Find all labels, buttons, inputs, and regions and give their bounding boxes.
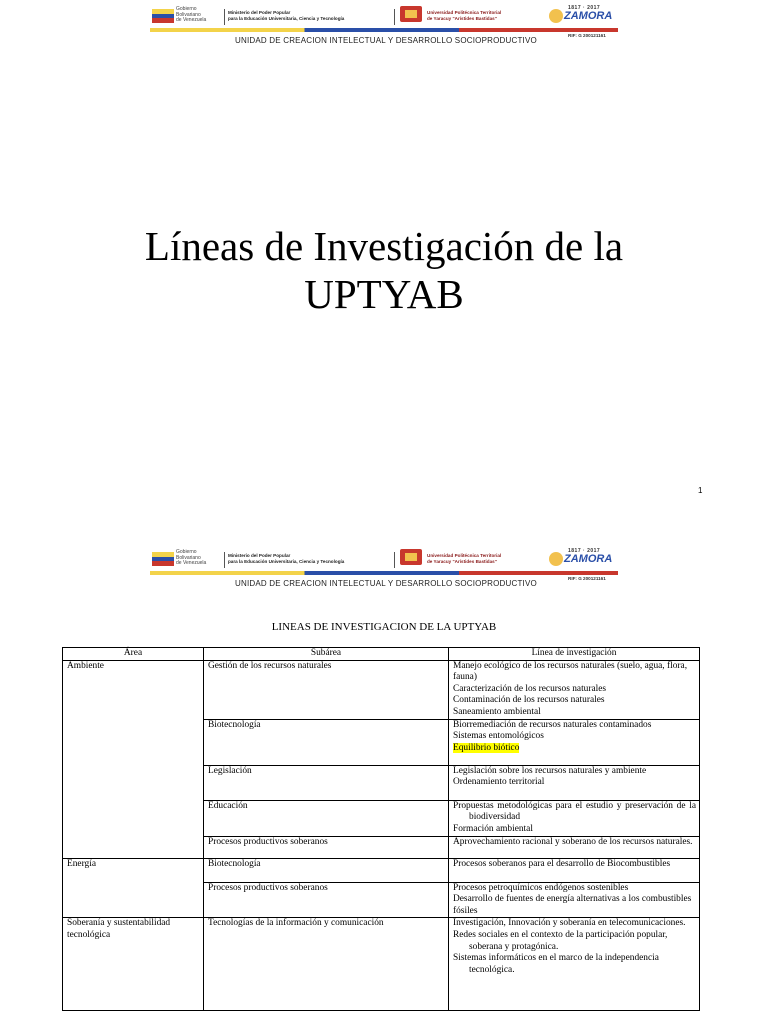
subarea-cell: Legislación	[204, 765, 449, 800]
university-logo-icon	[400, 549, 422, 565]
header-separator	[394, 9, 395, 25]
subarea-cell: Biotecnología	[204, 719, 449, 765]
university-name: Universidad Politécnica Territorial de Yaracuy "Arístides Bastidas"	[427, 10, 502, 21]
page-header	[150, 549, 618, 595]
research-line-cell: Procesos petroquímicos endógenos sostenibles Desarrollo de fuentes de energía alternativas a los combustibles fósiles	[449, 882, 700, 918]
unit-title: UNIDAD DE CREACION INTELECTUAL Y DESARROLLO SOCIOPRODUCTIVO	[235, 579, 537, 588]
subarea-cell: Biotecnología	[204, 858, 449, 882]
table-row	[63, 882, 700, 918]
ministry-name: Ministerio del Poder Popular para la Educación Universitaria, Ciencia y Tecnología	[228, 10, 345, 21]
column-header-line: Línea de investigación	[449, 648, 700, 661]
table-row	[63, 918, 700, 1011]
subarea-cell: Procesos productivos soberanos	[204, 836, 449, 858]
area-cell: Soberanía y sustentabilidad tecnológica	[63, 918, 204, 1011]
government-logo-text: Gobierno Bolivariano de Venezuela	[176, 549, 207, 566]
research-line-cell: Legislación sobre los recursos naturales y ambiente Ordenamiento territorial	[449, 765, 700, 800]
research-line-cell: Biorremediación de recursos naturales contaminados Sistemas entomológicos Equilibrio biótico	[449, 719, 700, 765]
subarea-cell: Procesos productivos soberanos	[204, 882, 449, 918]
header-separator	[224, 552, 225, 568]
table-row	[63, 836, 700, 858]
subarea-cell: Tecnologías de la información y comunicación	[204, 918, 449, 1011]
flag-color-bar	[150, 28, 618, 32]
zamora-logo: 1817 · 2017 ZAMORA	[546, 6, 616, 26]
page-header	[150, 6, 618, 52]
university-name: Universidad Politécnica Territorial de Yaracuy "Arístides Bastidas"	[427, 553, 502, 564]
research-line-cell: Manejo ecológico de los recursos naturales (suelo, agua, flora, fauna) Caracterización de los recursos naturales Contaminación de los recursos naturales Saneamiento ambiental	[449, 660, 700, 719]
table-row	[63, 765, 700, 800]
zamora-logo: 1817 · 2017 ZAMORA	[546, 549, 616, 569]
subarea-cell: Educación	[204, 800, 449, 836]
document-title: LINEAS DE INVESTIGACION DE LA UPTYAB	[271, 621, 497, 633]
sun-icon	[549, 552, 563, 566]
government-logo-text: Gobierno Bolivariano de Venezuela	[176, 6, 207, 23]
column-header-subarea: Subárea	[204, 648, 449, 661]
table-header-row	[63, 648, 700, 661]
area-cell: Energía	[63, 858, 204, 882]
table-row	[63, 660, 700, 719]
area-cell: Ambiente	[63, 660, 204, 719]
header-separator	[224, 9, 225, 25]
unit-title: UNIDAD DE CREACION INTELECTUAL Y DESARROLLO SOCIOPRODUCTIVO	[235, 36, 537, 45]
page-number: 1	[698, 486, 703, 495]
table-row	[63, 719, 700, 765]
research-line-cell: Aprovechamiento racional y soberano de los recursos naturales.	[449, 836, 700, 858]
header-separator	[394, 552, 395, 568]
cover-title: Líneas de Investigación de la UPTYAB	[144, 223, 624, 317]
sun-icon	[549, 9, 563, 23]
research-line-cell: Propuestas metodológicas para el estudio y preservación de la biodiversidad Formación ambiental	[449, 800, 700, 836]
research-lines-table	[62, 647, 700, 1011]
highlighted-line: Equilibrio biótico	[453, 742, 520, 753]
table-row	[63, 858, 700, 882]
table-row	[63, 800, 700, 836]
rif-number: RIF: G 200121161	[568, 33, 606, 38]
column-header-area: Área	[63, 648, 204, 661]
university-logo-icon	[400, 6, 422, 22]
ministry-name: Ministerio del Poder Popular para la Educación Universitaria, Ciencia y Tecnología	[228, 553, 345, 564]
flag-color-bar	[150, 571, 618, 575]
research-line-cell: Investigación, Innovación y soberanía en telecomunicaciones. Redes sociales en el contexto de la participación popular, soberana y protagónica. Sistemas informáticos en el marco de la independencia tecnológica.	[449, 918, 700, 1011]
venezuela-flag-icon	[152, 552, 174, 566]
subarea-cell: Gestión de los recursos naturales	[204, 660, 449, 719]
rif-number: RIF: G 200121161	[568, 576, 606, 581]
venezuela-flag-icon	[152, 9, 174, 23]
research-line-cell: Procesos soberanos para el desarrollo de Biocombustibles	[449, 858, 700, 882]
